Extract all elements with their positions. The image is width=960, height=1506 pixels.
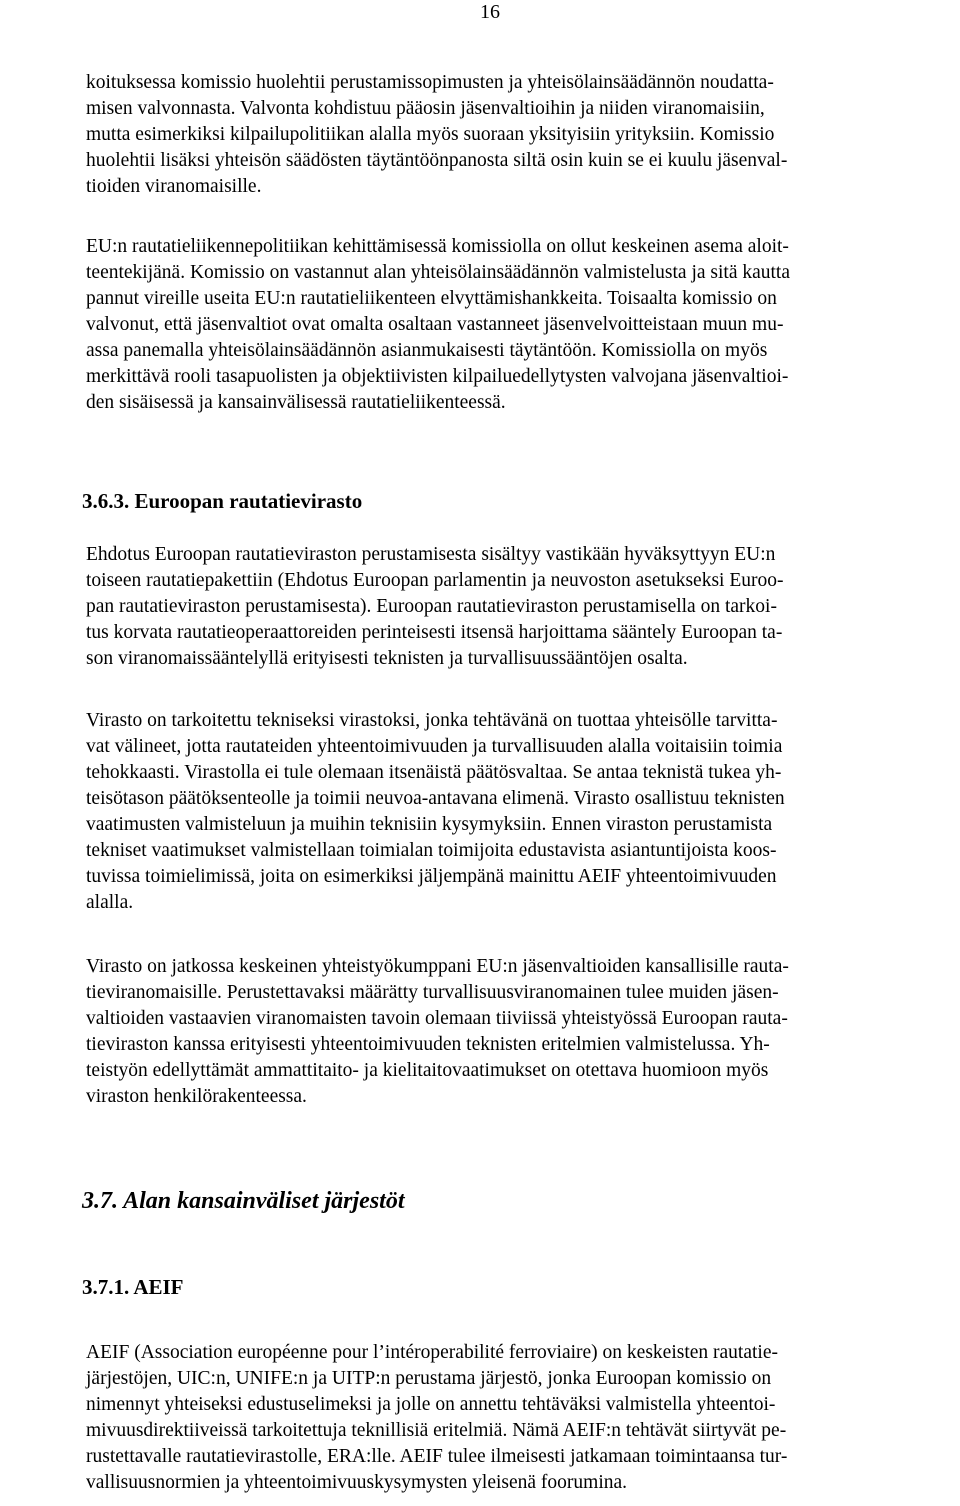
text-line: mutta esimerkiksi kilpailupolitiikan alalla myös suoraan yksityisiin yrityksiin. Komissio (86, 124, 775, 145)
text-line: pannut vireille useita EU:n rautatieliikenteen elvyttämishankkeita. Toisaalta komissio on (86, 288, 777, 309)
text-line: järjestöjen, UIC:n, UNIFE:n ja UITP:n perustama järjestö, jonka Euroopan komissio on (86, 1368, 772, 1389)
text-line: koituksessa komissio huolehtii perustamissopimusten ja yhteisölainsäädännön noudatta- (86, 72, 774, 93)
text-line: tioiden viranomaisille. (86, 176, 262, 197)
section-heading-3-7: 3.7. Alan kansainväliset järjestöt (82, 1188, 405, 1214)
text-line: EU:n rautatieliikennepolitiikan kehittämisessä komissiolla on ollut keskeinen asema aloit- (86, 236, 789, 257)
paragraph-3 (86, 542, 783, 672)
text-line: valvonut, että jäsenvaltiot ovat omalta osaltaan vastanneet jäsenvelvoitteistaan muun mu- (86, 314, 784, 335)
text-line: mivuusdirektiiveissä tarkoitettuja teknillisiä eritelmiä. Nämä AEIF:n tehtävät siirtyvät pe- (86, 1420, 787, 1441)
text-line: Virasto on jatkossa keskeinen yhteistyökumppani EU:n jäsenvaltioiden kansallisille rauta- (86, 956, 789, 977)
text-line: assa panemalla yhteisölainsäädännön asianmukaisesti täytäntöön. Komissiolla on myös (86, 340, 768, 361)
text-line: tieviraston kanssa erityisesti yhteentoimivuuden teknisten eritelmien valmistelussa. Yh- (86, 1034, 770, 1055)
text-line: viraston henkilörakenteessa. (86, 1086, 307, 1107)
page-number: 16 (480, 1, 500, 23)
paragraph-5 (86, 954, 789, 1110)
text-line: tuvissa toimielimissä, joita on esimerkiksi jäljempänä mainittu AEIF yhteentoimivuuden (86, 866, 777, 887)
text-line: tieviranomaisille. Perustettavaksi määrätty turvallisuusviranomainen tulee muiden jäsen- (86, 982, 779, 1003)
text-line: nimennyt yhteiseksi edustuselimeksi ja jolle on annettu tehtäväksi valmistella yhteentoi- (86, 1394, 776, 1415)
text-line: tehokkaasti. Virastolla ei tule olemaan itsenäistä päätösvaltaa. Se antaa teknistä tukea yh- (86, 762, 782, 783)
text-line: vaatimusten valmisteluun ja muihin teknisiin kysymyksiin. Ennen viraston perustamista (86, 814, 773, 835)
text-line: Ehdotus Euroopan rautatieviraston perustamisesta sisältyy vastikään hyväksyttyyn EU:n (86, 544, 776, 565)
text-line: vat välineet, jotta rautateiden yhteentoimivuuden ja turvallisuuden alalla voitaisiin toimia (86, 736, 783, 757)
text-line: pan rautatieviraston perustamisesta). Euroopan rautatieviraston perustamisella on tarkoi- (86, 596, 777, 617)
text-line: tus korvata rautatieoperaattoreiden perinteisesti itsensä harjoittama sääntely Euroopan ta- (86, 622, 783, 643)
text-line: teistyön edellyttämät ammattitaito- ja kielitaitovaatimukset on otettava huomioon myös (86, 1060, 769, 1081)
paragraph-6 (86, 1340, 787, 1496)
text-line: misen valvonnasta. Valvonta kohdistuu pääosin jäsenvaltioihin ja niiden viranomaisiin, (86, 98, 765, 119)
text-line: valtioiden vastaavien viranomaisten tavoin olemaan tiiviissä yhteistyössä Euroopan rauta- (86, 1008, 788, 1029)
paragraph-2 (86, 234, 790, 416)
text-line: den sisäisessä ja kansainvälisessä rautatieliikenteessä. (86, 392, 506, 413)
text-line: tekniset vaatimukset valmistellaan toimialan toimijoita edustavista asiantuntijoista koos- (86, 840, 777, 861)
text-line: teisötason päätöksenteolle ja toimii neuvoa-antavana elimenä. Virasto osallistuu teknisten (86, 788, 785, 809)
text-line: huolehtii lisäksi yhteisön säädösten täytäntöönpanosta siltä osin kuin se ei kuulu jäsenval- (86, 150, 788, 171)
text-line: alalla. (86, 892, 134, 913)
section-heading-3-6-3: 3.6.3. Euroopan rautatievirasto (82, 489, 363, 513)
paragraph-4 (86, 708, 785, 916)
text-line: AEIF (Association européenne pour l’intéroperabilité ferroviaire) on keskeisten rautatie- (86, 1342, 778, 1363)
text-line: son viranomaissääntelyllä erityisesti teknisten ja turvallisuussääntöjen osalta. (86, 648, 688, 669)
text-line: teentekijänä. Komissio on vastannut alan yhteisölainsäädännön valmistelusta ja sitä kautta (86, 262, 790, 283)
text-line: toiseen rautatiepakettiin (Ehdotus Euroopan parlamentin ja neuvoston asetukseksi Euroo- (86, 570, 784, 591)
text-line: rustettavalle rautatievirastolle, ERA:lle. AEIF tulee ilmeisesti jatkamaan toimintaansa tur- (86, 1446, 788, 1467)
paragraph-1 (86, 70, 787, 200)
text-line: merkittävä rooli tasapuolisten ja objektiivisten kilpailuedellytysten valvojana jäsenvaltioi- (86, 366, 789, 387)
text-line: vallisuusnormien ja yhteentoimivuuskysymysten yleisenä foorumina. (86, 1472, 628, 1493)
section-heading-3-7-1: 3.7.1. AEIF (82, 1275, 184, 1299)
text-line: Virasto on tarkoitettu tekniseksi virastoksi, jonka tehtävänä on tuottaa yhteisölle tarvitta- (86, 710, 778, 731)
